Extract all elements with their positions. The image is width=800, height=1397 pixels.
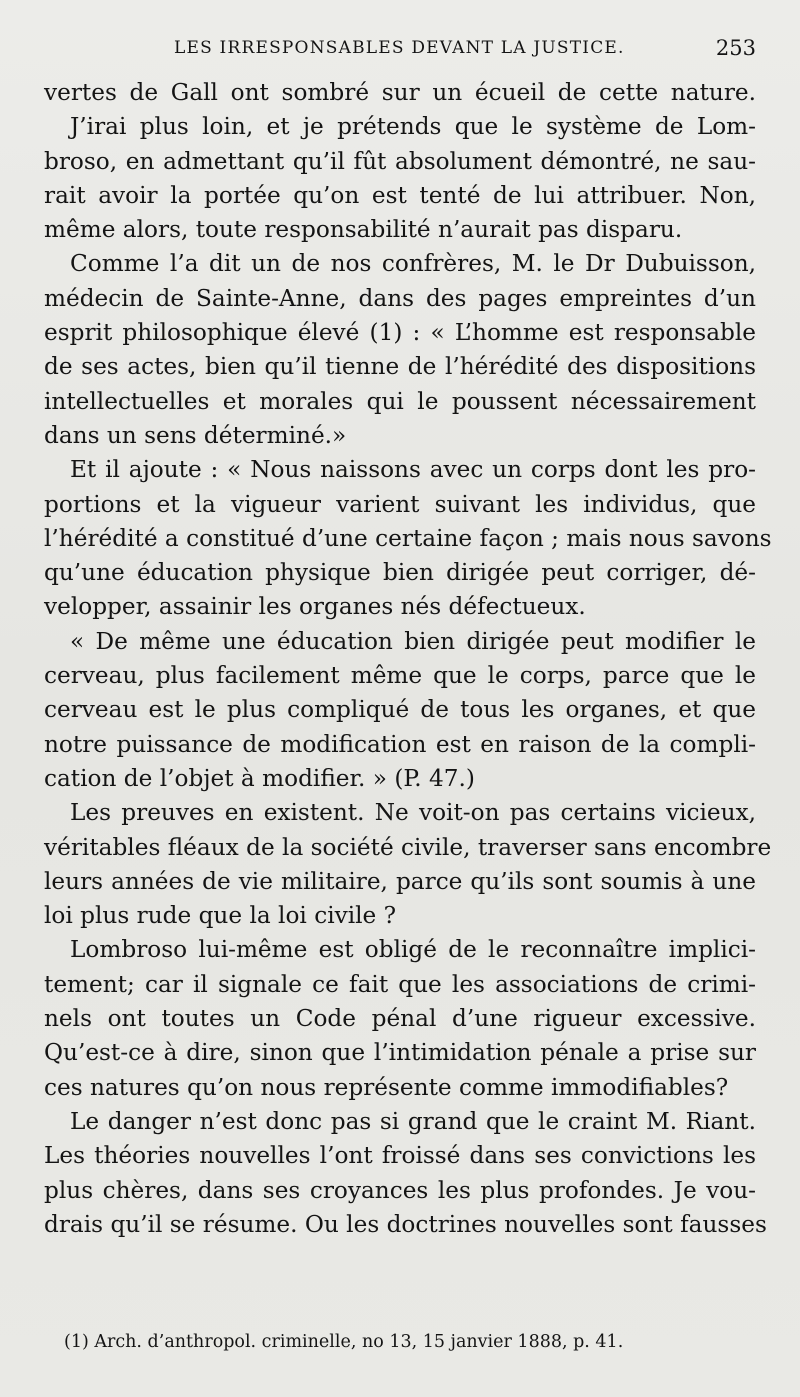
text-line: tement; car il signale ce fait que les associations de crimi- — [44, 970, 756, 998]
text-line: plus chères, dans ses croyances les plus profondes. Je vou- — [44, 1176, 756, 1204]
text-line: portions et la vigueur varient suivant les individus, que — [44, 490, 756, 518]
text-line: velopper, assainir les organes nés défectueux. — [44, 593, 586, 621]
text-line: Qu’est-ce à dire, sinon que l’intimidation pénale a prise sur — [44, 1039, 756, 1067]
text-line: J’irai plus loin, et je prétends que le système de Lom- — [70, 113, 756, 141]
text-line: Et il ajoute : « Nous naissons avec un corps dont les pro- — [70, 456, 756, 484]
text-line: Les preuves en existent. Ne voit-on pas certains vicieux, — [70, 799, 756, 827]
page-header — [44, 36, 756, 64]
body-text — [44, 76, 772, 1242]
text-line: Le danger n’est donc pas si grand que le craint M. Riant. — [70, 1107, 756, 1135]
text-line: broso, en admettant qu’il fût absolument démontré, ne sau- — [44, 147, 756, 175]
text-line: loi plus rude que la loi civile ? — [44, 902, 397, 930]
text-line: de ses actes, bien qu’il tienne de l’hérédité des dispositions — [44, 353, 756, 381]
text-line: Comme l’a dit un de nos confrères, M. le Dr Dubuisson, — [70, 250, 756, 278]
text-line: « De même une éducation bien dirigée peut modifier le — [70, 627, 756, 655]
text-line: qu’une éducation physique bien dirigée peut corriger, dé- — [44, 559, 756, 587]
text-line: médecin de Sainte-Anne, dans des pages empreintes d’un — [44, 284, 756, 312]
running-head: LES IRRESPONSABLES DEVANT LA JUSTICE. — [174, 38, 625, 58]
text-line: notre puissance de modification est en raison de la compli- — [44, 730, 756, 758]
text-line: dans un sens déterminé.» — [44, 421, 347, 449]
text-line: ces natures qu’on nous représente comme immodifiables? — [44, 1073, 729, 1101]
text-line: véritables fléaux de la société civile, traverser sans encombre — [44, 833, 772, 861]
text-line: cation de l’objet à modifier. » (P. 47.) — [44, 764, 475, 792]
text-line: vertes de Gall ont sombré sur un écueil de cette nature. — [44, 79, 756, 106]
text-line: cerveau est le plus compliqué de tous les organes, et que — [44, 696, 756, 724]
text-line: Les théories nouvelles l’ont froissé dans ses convictions les — [44, 1142, 756, 1170]
text-line: même alors, toute responsabilité n’aurait pas disparu. — [44, 216, 683, 244]
text-line: cerveau, plus facilement même que le corps, parce que le — [44, 662, 756, 690]
footnote: (1) Arch. d’anthropol. criminelle, no 13, 15 janvier 1888, p. 41. — [64, 1332, 624, 1352]
text-line: Lombroso lui-même est obligé de le reconnaître implici- — [70, 936, 756, 964]
text-line: nels ont toutes un Code pénal d’une rigueur excessive. — [44, 1005, 756, 1033]
text-line: esprit philosophique élevé (1) : « L’homme est responsable — [44, 319, 756, 347]
page-number: 253 — [715, 36, 756, 60]
text-line: drais qu’il se résume. Ou les doctrines nouvelles sont fausses — [44, 1210, 767, 1238]
text-line: intellectuelles et morales qui le poussent nécessairement — [44, 387, 756, 415]
text-line: l’hérédité a constitué d’une certaine façon ; mais nous savons — [44, 524, 772, 552]
text-line: leurs années de vie militaire, parce qu’ils sont soumis à une — [44, 867, 756, 895]
text-line: rait avoir la portée qu’on est tenté de lui attribuer. Non, — [44, 181, 756, 209]
